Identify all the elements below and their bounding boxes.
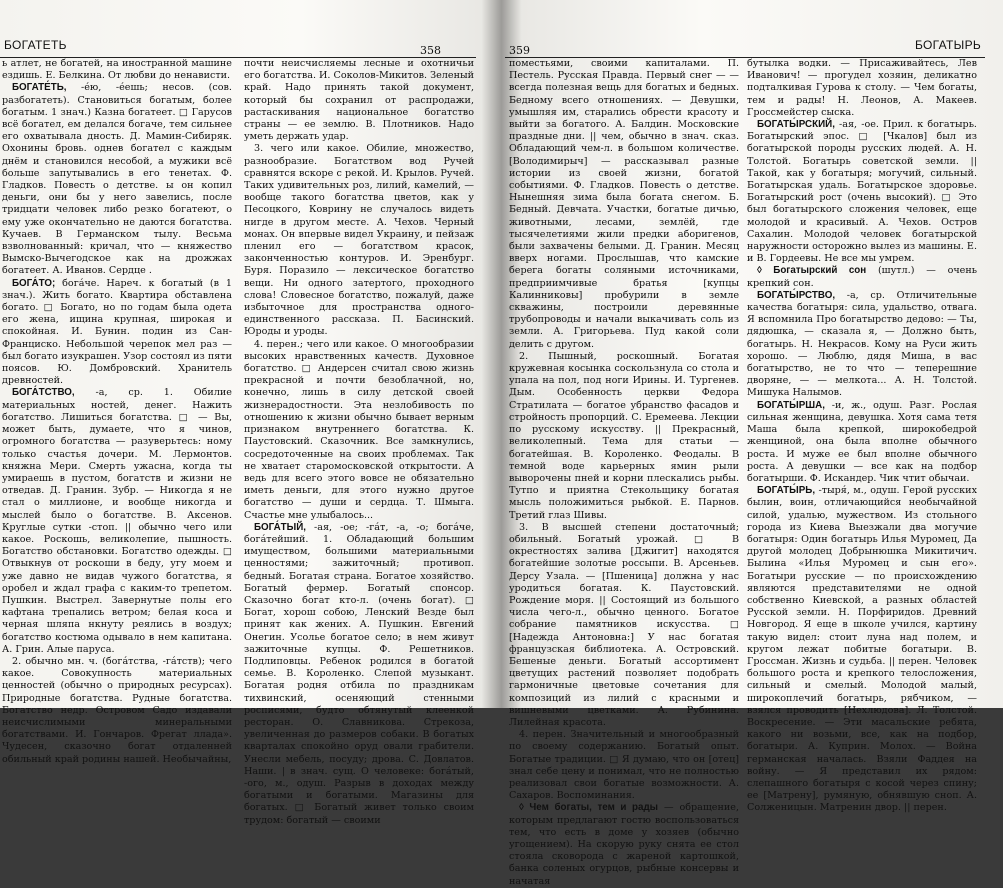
entry-headword: БОГАТЫ́РЬ, — [757, 485, 816, 497]
dictionary-entry — [509, 729, 739, 802]
entry-text: -а, ср. 1. Обилие материальных ностей, денег. Нажить богатство. Лишиться богатства. □ — Вы, может быть, думаете, что я чинов, огромного богатства — разуверьтесь: ному только счастья дочери. М. Лермонтов. княжна Мери. Смерть ужасна, когда ты умираешь в пустом, богатств и жизни не отведав. Д. Гранин. Зубр. — Никогда я не стал о миллионе, и вообще никогда и мыслей было о богатстве. В. Аксенов. Круглые сутки -стоп. || обычно чего или какое. Роскошь, великолепие, пышность. Богатство обстановки. Богатство одежды. □ Отвыкнув от роскоши в беду, угу моем и уже давно не видав чужого богатства, я оробел и ждал графа с каким-то трепетом. Пушкин. Выстрел. Завернутые полы его кафтана трепались ветром; белая коса и черная шляпа нкнуту реялись в воздух; богатство костюма одывало в нем капитана. А. Грин. Алые паруса. — [2, 387, 232, 655]
right-running-head: БОГАТЫРЬ — [915, 38, 982, 52]
entry-text: -и, ж., одуш. Разг. Рослая сильная женщина, девушка. Хотя сама тетя Маша была крепкой, широкобедрой женщиной, она была вполне обычного роста. И муже ее был вполне обычного роста. А девушки — все как на подбор богатырши. Ф. Искандер. Чик чтит обычаи. — [747, 399, 977, 484]
entry-text: 2. обычно мн. ч. (бога́тства, -га́тств); чего какое. Совокупность материальных ценностей (обычно о природных ресурсах). Природные богатства. Рудные богатства. Богатство недр. Островом Садо издавали неисчислимыми минеральными богатствами. И. Гончаров. Фрегат ллада». Чудесен, сказочно богат отдаленней обильный край родины нашей. Необычайны, — [2, 655, 232, 765]
left-page — [0, 0, 498, 826]
left-page-number: 358 — [420, 44, 441, 57]
entry-text: (шутл.) — очень крепкий сон. — [747, 265, 977, 289]
continued-text — [747, 58, 977, 119]
entry-text: бутылка водки. — Присаживайтесь, Лев Иванович! — прогудел хозяин, деликатно подталкивая Гурова к столу. — Чем богаты, тем и рады! Н. Леонов, А. Макеев. Гроссмейстер сыска. — [747, 58, 977, 118]
entry-text: ь атлет, не богатей, на иностранной машине ездишь. Е. Белкина. От любви до ненависти. — [2, 58, 232, 82]
entry-text: — обращение, которым предлагают гостю воспользоваться тем, что есть в доме у хозяев (обычно угощением). На скорую руку снята ее стол стояла сковорода с жареной картошкой, банка соленых огурцов, рыбные консервы и начатая — [509, 802, 739, 887]
entry-text: почти неисчисляемы лесные и охотничьи его богатства. И. Соколов-Микитов. Зеленый край. Надо принять такой документ, который бы сохранил от распродажи, растаскивания национальное богатство страны — ее землю. В. Плотников. Надо уметь держать удар. — [244, 58, 474, 143]
entry-headword: БОГАТЫ́РША, — [757, 399, 825, 411]
dictionary-entry — [747, 265, 977, 289]
entry-text: бога́че. Нареч. к богатый (в 1 знач.). Жить богато. Квартира обставлена богато. □ Богато, но по годам была одета его жена, ищина крупная, широкая и спокойная. И. Бунин. подин из Сан-Франциско. Небольшой черепок мел раз — был богато изукрашен. Узор состоял из пяти поясов. Ю. Домбровский. Хранитель древностей. — [2, 277, 232, 387]
entry-text: 3. чего или какое. Обилие, множество, разнообразие. Богатством вод Ручей сравнятся вскоре с рекой. И. Крылов. Ручей. Таких удивительных роз, лилий, камелий, — вообще такого богатства цветов, как у Песоцкого, Коврину не случалось видеть нигде в другом месте. А. Чехов. Черный монах. Он впервые видел Украину, и пейзаж пленил его — богатством красок, законченностью контуров. И. Эренбург. Буря. Поразило — лексическое богатство вещи. Ни одного затертого, проходного слова! Словесное богатство, пожалуй, даже избыточное для пространства одного-единственного рассказа. П. Басинский. Юроды и уроды. — [244, 143, 474, 338]
entry-text: -ая, -ое. Прил. к богатырь. Богатырский эпос. □ [Чкалов] был из богатырской породы русских людей. А. Н. Толстой. Богатырь советской земли. || Такой, как у богатыря; могучий, сильный. Богатырская удаль. Богатырское здоровье. Богатырский рост (очень высокий). □ Это был богатырского сложения человек, еще молодой и красивый. А. Чехов. Остров Сахалин. Молодой человек богатырской наружности осторожно вылез из машины. Е. и В. Гордеевы. Не все мы умрем. — [747, 119, 977, 265]
dictionary-entry — [2, 656, 232, 766]
dictionary-entry — [747, 290, 977, 400]
continued-text — [244, 58, 474, 143]
right-column-1 — [509, 58, 739, 887]
right-column-2 — [747, 58, 977, 814]
dictionary-entry — [509, 522, 739, 729]
dictionary-entry — [244, 339, 474, 522]
entry-text: 4. перен. Значительный и многообразный по своему содержанию. Богатый опыт. Богатые традиции. □ Я думаю, что он [отец] знал себе цену и понимал, что не полностью реализовал свои богатые возможности. А. Сахаров. Воспоминания. — [509, 729, 739, 802]
entry-headword: БОГА́ТСТВО, — [12, 387, 75, 399]
dictionary-entry — [244, 143, 474, 338]
entry-headword: БОГА́ТЫЙ, — [254, 521, 307, 533]
entry-text: -е́ю, -е́ешь; несов. (сов. разбогатеть). Становиться богатым, более богатым. 1 знач.) Казна богатеет. □ Гарусов всё богател, ем делался богаче, тем сильнее его охватывала дность. Д. Мамин-Сибиряк. Охонины бровь. однев богател с каждым днём и становился несобой, а мужики всё больше запутывались в его тенетах. Ф. Гладков. Повесть о детстве. ы он копил деньги, они бы у него завелись, после тридцати человек либо резко богатеют, о ему уже окончательно не даются богатства. Кучаев. В Германском тылу. Весьма взволнованный: кричал, что — княжество Вымско-Вычегодское как на дрожжах богатеет. А. Иванов. Сердце . — [2, 82, 232, 277]
dictionary-entry — [244, 522, 474, 827]
dictionary-entry — [747, 400, 977, 485]
left-column-2 — [244, 58, 474, 826]
dictionary-entry — [509, 802, 739, 887]
entry-text: -ая, -ое; -га́т, -а, -о; бога́че, бога́тейший. 1. Обладающий большим имуществом, большими материальными ценностями; зажиточный; противоп. бедный. Богатая страна. Богатое хозяйство. Богатый фермер. Богатый спонсор. Сказочно богат кто-л. (очень богат). □ Богат, хорош собою, Ленский Везде был принят как жених. А. Пушкин. Евгений Онегин. Усолье богатое село; в нем живут зажиточные купцы. Ф. Решетников. Подлиповцы. Ребенок родился в богатой семье. В. Короленко. Слепой музыкант. Богатая родня отбила по праздникам тихвинский, осеняющий стенными росписями, будто обтянутый клеенкой ресторан. О. Славникова. Стрекоза, увеличенная до размеров собаки. В богатых кварталах спокойно оруд овали грабители. Унесли мебель, посуду; дрова. С. Довлатов. Наши. | в знач. сущ. О человеке: бога́тый, -ого, м., одуш. Разрыв в доходах между богатыми и богатыми. Магазины для богатых. □ Богатый живет только своим трудом: богатый — своими — [244, 521, 474, 826]
dictionary-entry — [509, 351, 739, 522]
entry-headword: БОГАТЕ́ТЬ, — [12, 82, 67, 94]
dictionary-entry — [2, 387, 232, 655]
entry-text: поместьями, своими капиталами. П. Пестель. Русская Правда. Первый снег — — всегда полезная вещь для богатых и бедных. Бедному всего отношениях. — Девушки, умышляя им, старались обрести красоту и выйти за богатого. А. Балдин. Московские праздные дни. || чем, обычно в знач. сказ. Обладающий чем-л. в большом количестве. [Володимирыч] — рассказывал разные истории из своей жизни, богатой событиями. Ф. Гладков. Повесть о детстве. Нынешняя зима была богата снегом. Б. Бедный. Девчата. Участки, богатые дичью, животными, лесами, землёй, где тысячелетиями жили предки аборигенов, были захвачены белыми. Д. Гранин. Месяц вверх ногами. Прослышав, что камские берега богаты соляными источниками, предприимчивые братья [купцы Калинниковы] пробурили в земле скважины, построили деревянные трубопроводы и начали выкачивать соль из земли. А. Григорьева. Пуд какой соли делить с другом. — [509, 58, 739, 350]
entry-text: -тыря́, м., одуш. Герой русских былин, воин, отличающийся необычайной силой, удалью, мужеством. Из стольного города из Киева Выезжали два могучие богатыря: Один богатырь Илья Муромец, Да другой молодец Добрынюшка Микитичич. Былина «Илья Муромец и сын его». Богатыри русские — по происхождению являются представителями не одной собственно Киевской, а разных областей Русской земли. Н. Порфиридов. Древний Новгород. Я еще в школе учился, картину такую видел: стоит луна над полем, и кругом лежат побитые богатыри. В. Гроссман. Жизнь и судьба. || перен. Человек большого роста и крепкого телосложения, сильный и смелый. Молодой малый, широкоплечий богатырь, рябчиком, — взялся проводить [Нехлюдова]. Л. Толстой. Воскресение. — Эти масальские ребята, какого ни возьми, все, как на подбор, богатыри. А. Куприн. Молох. — Война германская началась. Взяли Фаддея на войну. — Я представил их рядом: слепашного богатыря с косой через спину; ее [Матрену], румяную, обнявшую сноп. А. Солженицын. Матренин двор. || перен. — [747, 485, 977, 814]
entry-headword: ◊ Богатырский сон — [757, 265, 867, 277]
dictionary-entry — [2, 82, 232, 277]
entry-text: -а, ср. Отличительные качества богатыря: сила, удальство, отвага. Я вспомнила Про богатырство дедово: — Ты, дядюшка, — сказала я, — Должно быть, богатырь. Н. Некрасов. Кому на Руси жить хорошо. — Люблю, дядя Миша, в вас богатырство, не то что — теперешние дворяне, — — мелкота... А. Н. Толстой. Мишука Налымов. — [747, 289, 977, 399]
left-column-1 — [2, 58, 232, 765]
entry-text: 4. перен.; чего или какое. О многообразии высоких нравственных качеств. Духовное богатство. □ Андерсен считал свою жизнь прекрасной и почти безоблачной, но, конечно, лишь в силу детской своей жизнерадостности. Эта незлобивость по отношению к жизни обычно бывает верным признаком внутреннего богатства. К. Паустовский. Сказочник. Все замкнулись, сосредоточенные на своих проблемах. Так не хватает старомосковской открытости. А ведь для всего этого вовсе не обязательно иметь деньги, для этого нужно другое богатство — души и сердца. Т. Шмыга. Счастье мне улыбалось... — [244, 338, 474, 521]
dictionary-entry — [2, 278, 232, 388]
continued-text — [509, 58, 739, 351]
dictionary-entry — [747, 119, 977, 265]
left-running-head: БОГАТЕТЬ — [4, 38, 67, 52]
dictionary-entry — [747, 485, 977, 814]
entry-headword: БОГАТЫ́РСТВО, — [757, 289, 836, 301]
entry-text: 2. Пышный, роскошный. Богатая кружевная косынка соскользнула со стола и упала на пол, под ноги Ирины. И. Тургенев. Дым. Особенность церкви Федора Стратилата — богатое убранство фасадов и стройность пропорций. С. Еремеева. Лекции по русскому искусству. || Прекрасный, великолепный. Тема для статьи — богатейшая. В. Короленко. Феодалы. В темной воде карьерных ямин рыли выворочены пней и корни плескались рыбы. Тутпо и приятна Стекольщику богатая мысль положимиться рыбкой. Е. Парнов. Третий глаз Шивы. — [509, 350, 739, 521]
right-page-number: 359 — [509, 44, 530, 57]
entry-headword: БОГА́ТО; — [12, 277, 56, 289]
continued-text — [2, 58, 232, 82]
entry-headword: БОГАТЫ́РСКИЙ, — [757, 119, 835, 131]
right-page — [505, 0, 1003, 887]
entry-headword: ◊ Чем богаты, тем и рады — [519, 802, 659, 814]
entry-text: 3. В высшей степени достаточный; обильный. Богатый урожай. □ В окрестностях залива [Джигит] находятся богатейшие золотые россыпи. В. Арсеньев. Дерсу Узала. — [Пшеница] должна у нас уродиться богатая. К. Паустовский. Рождение моря. || Состоящий из большого числа чего-л., обычно ценного. Богатое собрание памятников искусства. □ [Надежда Антоновна:] У нас богатая французская библиотека. А. Островский. Бешеные деньги. Богатый ассортимент цветущих растений позволяет подобрать гармоничные цветовые сочетания для композиций из лилий с красными и вишневыми цветками. А. Рубинина. Лилейная красота. — [509, 521, 739, 728]
